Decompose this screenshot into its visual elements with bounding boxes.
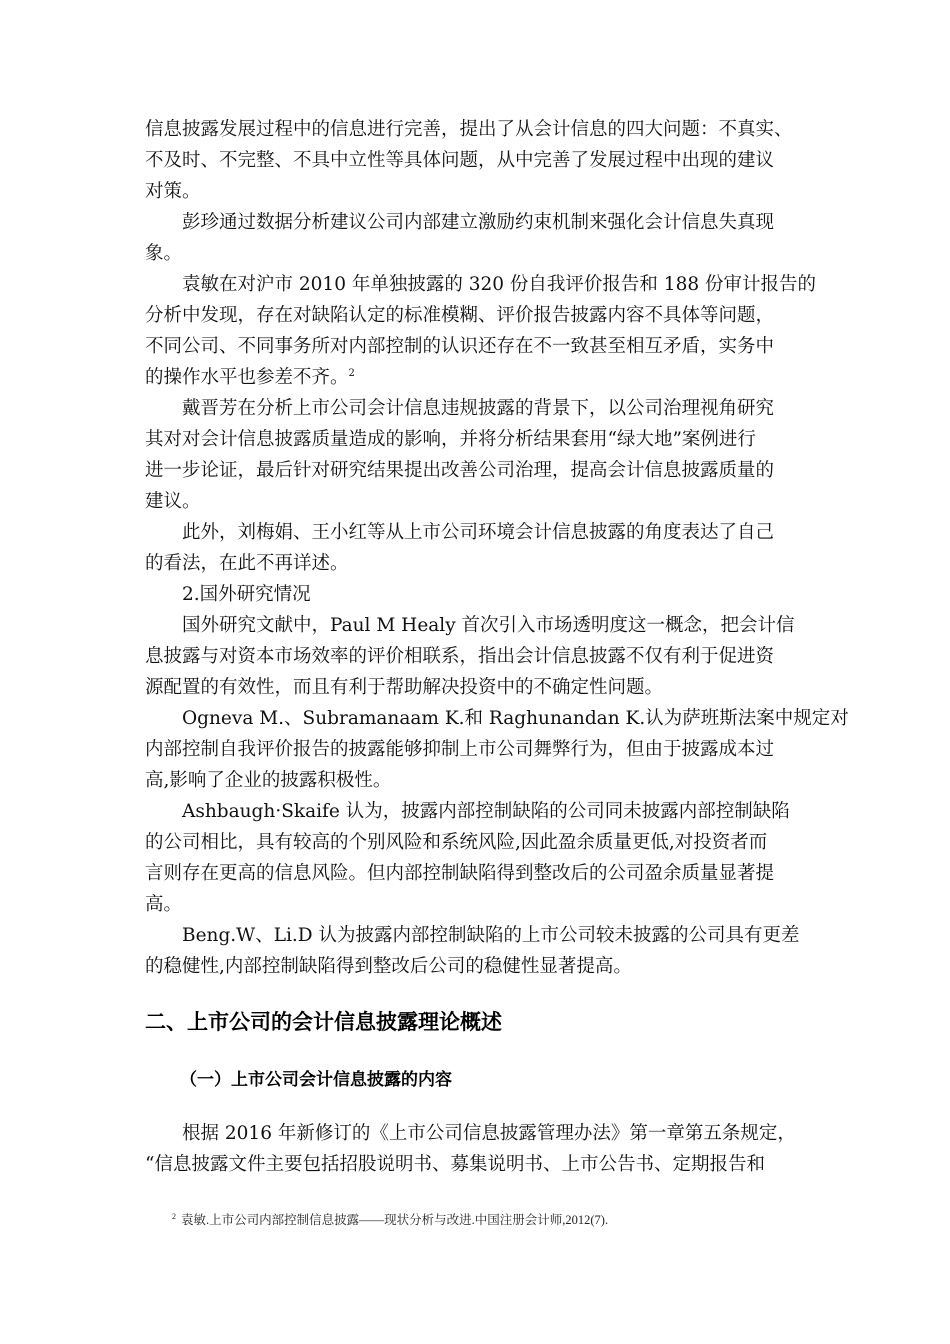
- footnote-reference: 2: [348, 367, 355, 379]
- paragraph-line: 言则存在更高的信息风险。但内部控制缺陷得到整改后的公司盈余质量显著提: [145, 863, 775, 884]
- footnote-text: 袁敏.上市公司内部控制信息披露——现状分析与改进.中国注册会计师,2012(7).: [181, 1213, 609, 1227]
- paragraph-line: 息披露与对资本市场效率的评价相联系，指出会计信息披露不仅有利于促进资: [145, 646, 775, 667]
- paragraph-line: 不同公司、不同事务所对内部控制的认识还存在不一致甚至相互矛盾，实务中: [145, 336, 775, 357]
- subsection-heading: （一）上市公司会计信息披露的内容: [180, 1070, 452, 1090]
- paragraph-line: 根据 2016 年新修订的《上市公司信息披露管理办法》第一章第五条规定，: [182, 1123, 796, 1144]
- footnote-mark: 2: [172, 1211, 176, 1221]
- paragraph-line: 对策。: [145, 181, 201, 202]
- paragraph-line: 的稳健性,内部控制缺陷得到整改后公司的稳健性显著提高。: [145, 956, 632, 977]
- paragraph-line: 源配置的有效性，而且有利于帮助解决投资中的不确定性问题。: [145, 677, 664, 698]
- paragraph-line: 高。: [145, 894, 183, 915]
- paragraph-line: 彭珍通过数据分析建议公司内部建立激励约束机制来强化会计信息失真现: [182, 212, 775, 233]
- paragraph-line: 分析中发现，存在对缺陷认定的标准模糊、评价报告披露内容不具体等问题，: [145, 305, 775, 326]
- paragraph-line: 袁敏在对沪市 2010 年单独披露的 320 份自我评价报告和 188 份审计报告的: [182, 274, 816, 295]
- paragraph-line: 的看法，在此不再详述。: [145, 553, 349, 574]
- paragraph-line: Ogneva M.、Subramanaam K.和 Raghunandan K.认为萨班斯法案中规定对: [182, 708, 849, 729]
- paragraph-line: 进一步论证，最后针对研究结果提出改善公司治理，提高会计信息披露质量的: [145, 460, 775, 481]
- paragraph-line: 不及时、不完整、不具中立性等具体问题，从中完善了发展过程中出现的建议: [145, 150, 775, 171]
- paragraph-line: 高,影响了企业的披露积极性。: [145, 770, 392, 791]
- section-heading: 二、上市公司的会计信息披露理论概述: [145, 1010, 502, 1034]
- paragraph-line: 象。: [145, 243, 183, 264]
- paragraph-line: 内部控制自我评价报告的披露能够抑制上市公司舞弊行为，但由于披露成本过: [145, 739, 775, 760]
- footnote: [172, 1212, 608, 1228]
- subsection-label: 2.国外研究情况: [182, 584, 311, 605]
- paragraph-line: 建议。: [145, 491, 201, 512]
- paragraph-line: 其对对会计信息披露质量造成的影响，并将分析结果套用“绿大地”案例进行: [145, 429, 756, 450]
- paragraph-line: Beng.W、Li.D 认为披露内部控制缺陷的上市公司较未披露的公司具有更差: [182, 925, 800, 946]
- paragraph-line: 此外，刘梅娟、王小红等从上市公司环境会计信息披露的角度表达了自己: [182, 522, 775, 543]
- paragraph-line: “信息披露文件主要包括招股说明书、募集说明书、上市公告书、定期报告和: [145, 1154, 765, 1175]
- paragraph-line: 戴晋芳在分析上市公司会计信息违规披露的背景下，以公司治理视角研究: [182, 398, 775, 419]
- paragraph-line: 国外研究文献中，Paul M Healy 首次引入市场透明度这一概念，把会计信: [182, 615, 795, 636]
- paragraph-line: Ashbaugh·Skaife 认为，披露内部控制缺陷的公司同未披露内部控制缺陷: [182, 801, 790, 822]
- paragraph-line: 信息披露发展过程中的信息进行完善，提出了从会计信息的四大问题：不真实、: [145, 119, 793, 140]
- paragraph-line-with-footnote: [145, 366, 355, 390]
- paragraph-line: 的操作水平也参差不齐。: [145, 367, 349, 388]
- paragraph-line: 的公司相比，具有较高的个别风险和系统风险,因此盈余质量更低,对投资者而: [145, 832, 768, 853]
